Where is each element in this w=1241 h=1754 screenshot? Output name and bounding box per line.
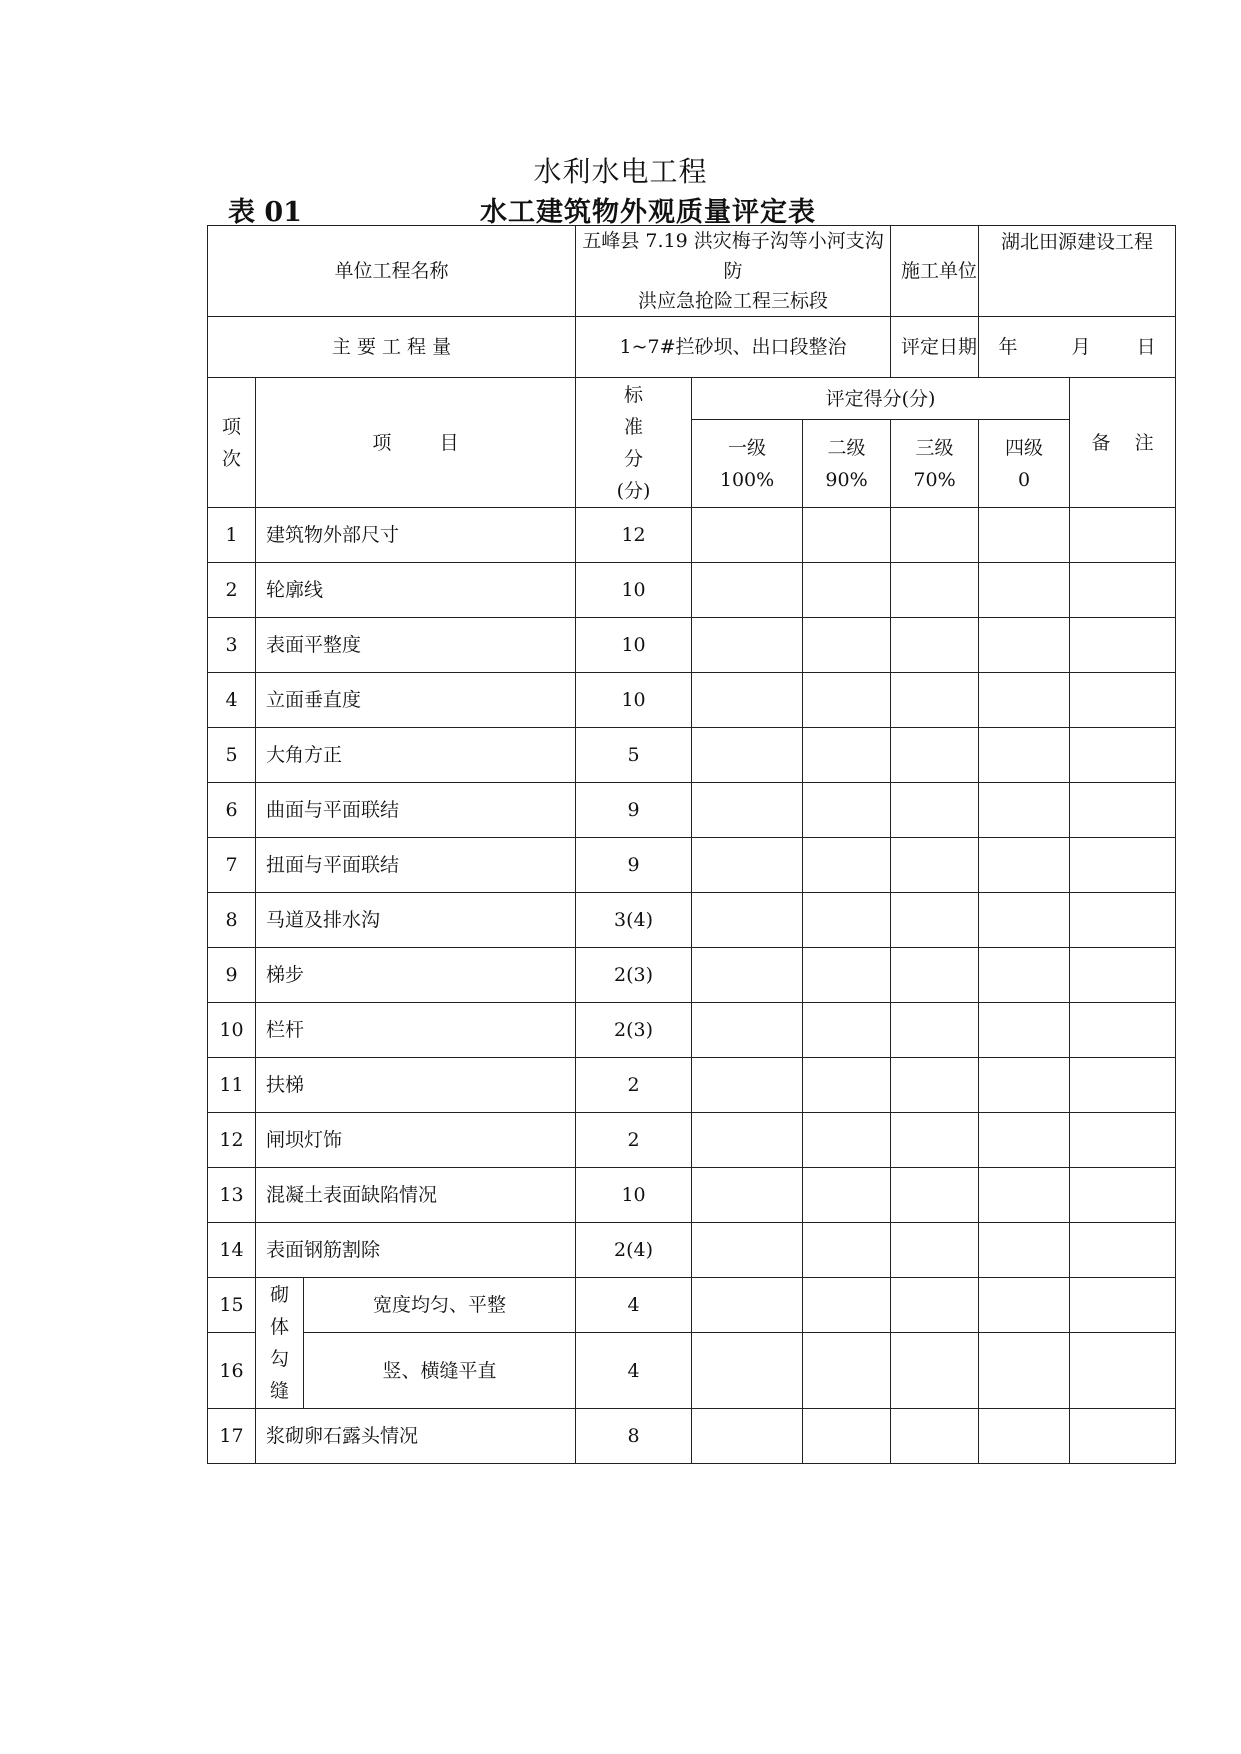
table-row — [208, 1058, 1176, 1113]
construction-unit-label: 施工单位 — [891, 226, 979, 317]
grade-1-cell[interactable] — [692, 1223, 803, 1278]
row-item: 浆砌卵石露头情况 — [256, 1409, 576, 1464]
table-row — [208, 1168, 1176, 1223]
row-number: 5 — [208, 728, 256, 783]
grade-3-cell[interactable] — [891, 508, 979, 563]
grade-3-pct: 70% — [913, 468, 956, 491]
row-std-score: 2(3) — [576, 1003, 692, 1058]
row-number: 10 — [208, 1003, 256, 1058]
grade-2-cell[interactable] — [803, 1058, 891, 1113]
row-number: 2 — [208, 563, 256, 618]
grade-4-cell[interactable] — [979, 1003, 1070, 1058]
row-item: 建筑物外部尺寸 — [256, 508, 576, 563]
std-score-header-char-1: 标 — [624, 383, 644, 406]
remarks-cell[interactable] — [1070, 1223, 1176, 1278]
std-score-header-char-2: 准 — [624, 415, 644, 438]
grade-2-cell[interactable] — [803, 1223, 891, 1278]
item-header: 项 目 — [256, 378, 576, 508]
grade-4-cell[interactable] — [979, 1409, 1070, 1464]
grade-4-pct: 0 — [1018, 468, 1031, 491]
grade-3-name: 三级 — [915, 436, 954, 459]
row-number: 4 — [208, 673, 256, 728]
eval-date-month: 月 — [1071, 336, 1091, 358]
grade-3-cell[interactable] — [891, 728, 979, 783]
row-number: 13 — [208, 1168, 256, 1223]
grade-3-cell[interactable] — [891, 893, 979, 948]
grade-3-cell[interactable] — [891, 563, 979, 618]
construction-unit-value: 湖北田源建设工程 — [979, 226, 1176, 317]
table-row — [208, 783, 1176, 838]
grade-3-cell[interactable] — [891, 618, 979, 673]
grade-3-cell[interactable] — [891, 1003, 979, 1058]
grade-4-cell[interactable] — [979, 563, 1070, 618]
row-std-score: 12 — [576, 508, 692, 563]
row-std-score: 8 — [576, 1409, 692, 1464]
table-row — [208, 1113, 1176, 1168]
grade-3-cell[interactable] — [891, 1409, 979, 1464]
eval-date-value — [979, 317, 1176, 378]
remarks-cell[interactable] — [1070, 1003, 1176, 1058]
grade-2-pct: 90% — [825, 468, 868, 491]
unit-project-label: 单位工程名称 — [208, 226, 576, 317]
grade-4-cell[interactable] — [979, 893, 1070, 948]
grade-3-cell[interactable] — [891, 1278, 979, 1333]
row-number: 6 — [208, 783, 256, 838]
grade-3-cell[interactable] — [891, 673, 979, 728]
grade-1-cell[interactable] — [692, 618, 803, 673]
grade-3-cell[interactable] — [891, 1333, 979, 1409]
remarks-cell[interactable] — [1070, 1168, 1176, 1223]
grade-4-cell[interactable] — [979, 508, 1070, 563]
row-item: 闸坝灯饰 — [256, 1113, 576, 1168]
grade-4-cell[interactable] — [979, 728, 1070, 783]
table-row — [208, 618, 1176, 673]
table-row — [208, 948, 1176, 1003]
table-row — [208, 563, 1176, 618]
grade-1-cell[interactable] — [692, 1003, 803, 1058]
grade-1-cell[interactable] — [692, 893, 803, 948]
std-score-header-char-4: (分) — [616, 479, 651, 502]
grade-4-cell[interactable] — [979, 838, 1070, 893]
row-item: 扭面与平面联结 — [256, 838, 576, 893]
grade-2-cell[interactable] — [803, 1003, 891, 1058]
remarks-cell[interactable] — [1070, 1113, 1176, 1168]
grade-2-cell[interactable] — [803, 893, 891, 948]
evaluation-table — [207, 225, 1176, 1464]
row-number: 3 — [208, 618, 256, 673]
remarks-cell[interactable] — [1070, 508, 1176, 563]
remarks-cell[interactable] — [1070, 728, 1176, 783]
grade-1-cell[interactable] — [692, 783, 803, 838]
grade-3-cell[interactable] — [891, 948, 979, 1003]
grade-4-cell[interactable] — [979, 948, 1070, 1003]
row-number: 11 — [208, 1058, 256, 1113]
eval-date-day: 日 — [1136, 336, 1156, 358]
row-std-score: 4 — [576, 1333, 692, 1409]
seq-header — [208, 378, 256, 508]
grade-1-cell[interactable] — [692, 563, 803, 618]
row-item: 扶梯 — [256, 1058, 576, 1113]
row-item: 曲面与平面联结 — [256, 783, 576, 838]
remarks-cell[interactable] — [1070, 948, 1176, 1003]
row-std-score: 10 — [576, 673, 692, 728]
grade-2-header — [803, 420, 891, 508]
unit-project-value-line1: 五峰县 7.19 洪灾梅子沟等小河支沟防 — [582, 230, 884, 282]
grade-1-cell[interactable] — [692, 673, 803, 728]
grade-2-cell[interactable] — [803, 1168, 891, 1223]
info-row-unit-project — [208, 226, 1176, 317]
grade-2-cell[interactable] — [803, 948, 891, 1003]
masonry-label-char-3: 勾 — [269, 1348, 289, 1370]
grade-4-cell[interactable] — [979, 1278, 1070, 1333]
grade-1-cell[interactable] — [692, 1058, 803, 1113]
table-row — [208, 1278, 1176, 1333]
grade-3-cell[interactable] — [891, 783, 979, 838]
eval-date-year: 年 — [998, 336, 1018, 358]
remarks-cell[interactable] — [1070, 893, 1176, 948]
row-number: 1 — [208, 508, 256, 563]
grade-2-cell[interactable] — [803, 563, 891, 618]
row-item: 表面平整度 — [256, 618, 576, 673]
grade-4-cell[interactable] — [979, 1113, 1070, 1168]
grade-3-cell[interactable] — [891, 1058, 979, 1113]
row-item: 马道及排水沟 — [256, 893, 576, 948]
grade-1-cell[interactable] — [692, 838, 803, 893]
grade-2-cell[interactable] — [803, 508, 891, 563]
row-item: 立面垂直度 — [256, 673, 576, 728]
grade-1-cell[interactable] — [692, 1278, 803, 1333]
table-number: 表 01 — [228, 197, 302, 228]
grade-2-cell[interactable] — [803, 783, 891, 838]
remarks-cell[interactable] — [1070, 838, 1176, 893]
row-item: 宽度均匀、平整 — [304, 1278, 576, 1333]
grade-1-name: 一级 — [728, 436, 767, 459]
main-quantity-value: 1~7#拦砂坝、出口段整治 — [576, 317, 891, 378]
column-header-row-1 — [208, 378, 1176, 420]
grade-2-cell[interactable] — [803, 838, 891, 893]
table-row — [208, 673, 1176, 728]
row-std-score: 10 — [576, 1168, 692, 1223]
grade-2-cell[interactable] — [803, 1409, 891, 1464]
table-row — [208, 1223, 1176, 1278]
row-item: 梯步 — [256, 948, 576, 1003]
row-item: 轮廓线 — [256, 563, 576, 618]
grade-2-cell[interactable] — [803, 1333, 891, 1409]
grade-1-cell[interactable] — [692, 1113, 803, 1168]
score-group-header: 评定得分(分) — [692, 378, 1070, 420]
grade-3-cell[interactable] — [891, 1168, 979, 1223]
row-std-score: 2(3) — [576, 948, 692, 1003]
remarks-cell[interactable] — [1070, 783, 1176, 838]
grade-4-cell[interactable] — [979, 1333, 1070, 1409]
masonry-label-char-4: 缝 — [269, 1380, 289, 1402]
grade-4-cell[interactable] — [979, 673, 1070, 728]
main-quantity-label: 主 要 工 程 量 — [208, 317, 576, 378]
grade-1-pct: 100% — [719, 468, 775, 491]
grade-2-cell[interactable] — [803, 618, 891, 673]
unit-project-value-line2: 洪应急抢险工程三标段 — [638, 290, 829, 312]
grade-1-cell[interactable] — [692, 1333, 803, 1409]
grade-1-header — [692, 420, 803, 508]
grade-3-cell[interactable] — [891, 1223, 979, 1278]
unit-project-value — [576, 226, 891, 317]
masonry-label-char-1: 砌 — [269, 1284, 289, 1306]
grade-1-cell[interactable] — [692, 508, 803, 563]
grade-1-cell[interactable] — [692, 1409, 803, 1464]
grade-4-name: 四级 — [1005, 436, 1044, 459]
row-std-score: 9 — [576, 783, 692, 838]
row-number: 14 — [208, 1223, 256, 1278]
grade-2-name: 二级 — [827, 436, 866, 459]
remarks-cell[interactable] — [1070, 618, 1176, 673]
row-number: 9 — [208, 948, 256, 1003]
grade-4-cell[interactable] — [979, 1058, 1070, 1113]
row-std-score: 9 — [576, 838, 692, 893]
std-score-header — [576, 378, 692, 508]
grade-4-cell[interactable] — [979, 783, 1070, 838]
grade-2-cell[interactable] — [803, 728, 891, 783]
row-number: 12 — [208, 1113, 256, 1168]
row-std-score: 2 — [576, 1113, 692, 1168]
seq-header-char-1: 项 — [221, 415, 241, 438]
row-number: 17 — [208, 1409, 256, 1464]
grade-4-cell[interactable] — [979, 618, 1070, 673]
row-std-score: 10 — [576, 563, 692, 618]
row-number: 7 — [208, 838, 256, 893]
grade-2-cell[interactable] — [803, 1278, 891, 1333]
eval-date-label: 评定日期 — [891, 317, 979, 378]
grade-4-cell[interactable] — [979, 1223, 1070, 1278]
row-number: 16 — [208, 1333, 256, 1409]
grade-2-cell[interactable] — [803, 1113, 891, 1168]
remarks-cell[interactable] — [1070, 1409, 1176, 1464]
row-std-score: 10 — [576, 618, 692, 673]
row-item: 栏杆 — [256, 1003, 576, 1058]
masonry-group-label — [256, 1278, 304, 1409]
row-std-score: 4 — [576, 1278, 692, 1333]
grade-1-cell[interactable] — [692, 948, 803, 1003]
row-number: 15 — [208, 1278, 256, 1333]
row-std-score: 2 — [576, 1058, 692, 1113]
grade-3-cell[interactable] — [891, 838, 979, 893]
info-row-main-quantity — [208, 317, 1176, 378]
table-row — [208, 1333, 1176, 1409]
row-std-score: 3(4) — [576, 893, 692, 948]
row-item: 竖、横缝平直 — [304, 1333, 576, 1409]
grade-1-cell[interactable] — [692, 728, 803, 783]
std-score-header-char-3: 分 — [624, 447, 644, 470]
remarks-cell[interactable] — [1070, 1333, 1176, 1409]
form-title: 水工建筑物外观质量评定表 — [480, 197, 816, 228]
masonry-label-char-2: 体 — [269, 1316, 289, 1338]
remarks-cell[interactable] — [1070, 563, 1176, 618]
row-item: 表面钢筋割除 — [256, 1223, 576, 1278]
row-number: 8 — [208, 893, 256, 948]
seq-header-char-2: 次 — [221, 447, 241, 470]
table-row — [208, 508, 1176, 563]
remarks-cell[interactable] — [1070, 673, 1176, 728]
table-row — [208, 838, 1176, 893]
grade-1-cell[interactable] — [692, 1168, 803, 1223]
remarks-cell[interactable] — [1070, 1058, 1176, 1113]
grade-3-cell[interactable] — [891, 1113, 979, 1168]
document-header-title: 水利水电工程 — [533, 155, 708, 188]
remarks-cell[interactable] — [1070, 1278, 1176, 1333]
grade-4-cell[interactable] — [979, 1168, 1070, 1223]
remarks-header: 备 注 — [1070, 378, 1176, 508]
table-row — [208, 1409, 1176, 1464]
grade-2-cell[interactable] — [803, 673, 891, 728]
table-row — [208, 1003, 1176, 1058]
row-std-score: 2(4) — [576, 1223, 692, 1278]
row-item: 混凝土表面缺陷情况 — [256, 1168, 576, 1223]
table-row — [208, 728, 1176, 783]
grade-3-header — [891, 420, 979, 508]
table-row — [208, 893, 1176, 948]
row-std-score: 5 — [576, 728, 692, 783]
row-item: 大角方正 — [256, 728, 576, 783]
grade-4-header — [979, 420, 1070, 508]
